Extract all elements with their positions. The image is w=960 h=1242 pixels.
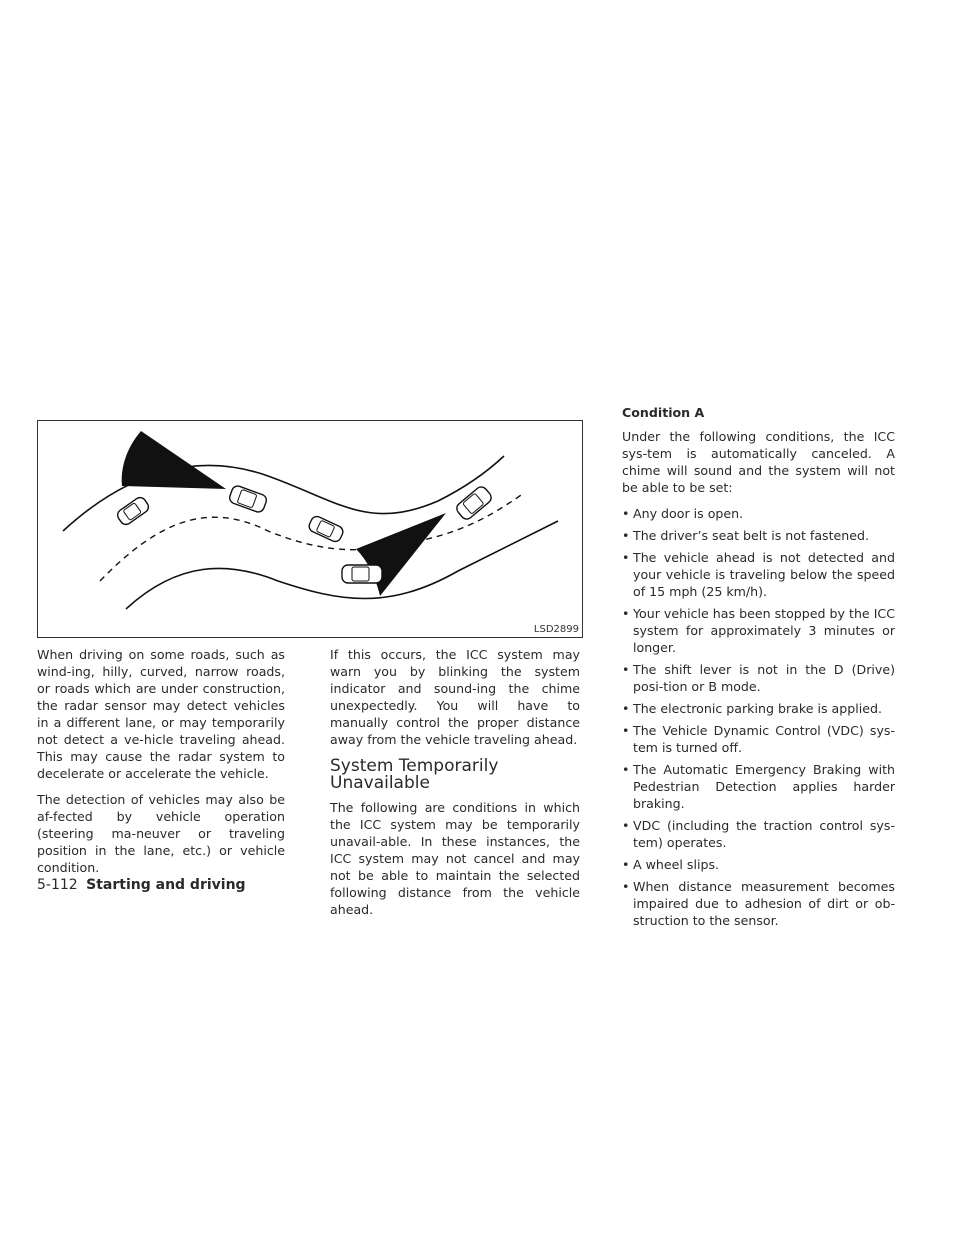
subsection-heading: Condition A xyxy=(622,405,705,420)
page-footer xyxy=(37,877,246,893)
car-icon xyxy=(454,485,493,522)
curved-road-diagram xyxy=(38,421,582,637)
list-item: • Any door is open. xyxy=(622,505,895,522)
list-item: • VDC (including the traction control sys-tem) operates. xyxy=(622,817,895,851)
list-item: • The Automatic Emergency Braking with Pedestrian Detection applies harder braking. xyxy=(622,761,895,812)
column-right xyxy=(622,404,895,934)
column-middle xyxy=(330,646,580,927)
page-number: 5-112 xyxy=(37,877,78,893)
paragraph: If this occurs, the ICC system may warn you by blinking the system indicator and sound-ing the chime unexpectedly. You will have to manually control the proper distance away from the vehicle traveling ahead. xyxy=(330,647,580,747)
column-left xyxy=(37,646,285,885)
chapter-title: Starting and driving xyxy=(86,877,246,893)
list-item: • The shift lever is not in the D (Drive) posi-tion or B mode. xyxy=(622,661,895,695)
car-icon xyxy=(307,515,345,544)
paragraph: The following are conditions in which the ICC system may be temporarily unavail-able. In these instances, the ICC system may not cancel and may not be able to maintain the selected following distance from the vehicle ahead. xyxy=(330,800,580,917)
figure-label: LSD2899 xyxy=(533,624,579,635)
car-icon xyxy=(342,565,382,583)
condition-list xyxy=(622,505,895,929)
list-item: • The driver’s seat belt is not fastened. xyxy=(622,527,895,544)
car-icon xyxy=(115,495,150,526)
list-item: • The vehicle ahead is not detected and your vehicle is traveling below the speed of 15 mph (25 km/h). xyxy=(622,549,895,600)
paragraph: Under the following conditions, the ICC sys-tem is automatically canceled. A chime will sound and the system will not be able to be set: xyxy=(622,429,895,495)
car-icon xyxy=(228,484,268,513)
list-item: • Your vehicle has been stopped by the ICC system for approximately 3 minutes or longer. xyxy=(622,605,895,656)
radar-beam-icon xyxy=(122,431,226,489)
illustration-radar-curved-road xyxy=(37,420,583,638)
paragraph: When driving on some roads, such as wind-ing, hilly, curved, narrow roads, or roads which are under construction, the radar sensor may detect vehicles in a different lane, or may temporarily not detect a ve-hicle traveling ahead. This may cause the radar system to decelerate or accelerate the vehicle. xyxy=(37,647,285,781)
section-heading: System Temporarily Unavailable xyxy=(330,756,499,793)
list-item: • The Vehicle Dynamic Control (VDC) sys-tem is turned off. xyxy=(622,722,895,756)
list-item: • When distance measurement becomes impaired due to adhesion of dirt or ob-struction to the sensor. xyxy=(622,878,895,929)
list-item: • The electronic parking brake is applied. xyxy=(622,700,895,717)
paragraph: The detection of vehicles may also be af-fected by vehicle operation (steering ma-neuver or traveling position in the lane, etc.) or vehicle condition. xyxy=(37,792,285,875)
list-item: • A wheel slips. xyxy=(622,856,895,873)
